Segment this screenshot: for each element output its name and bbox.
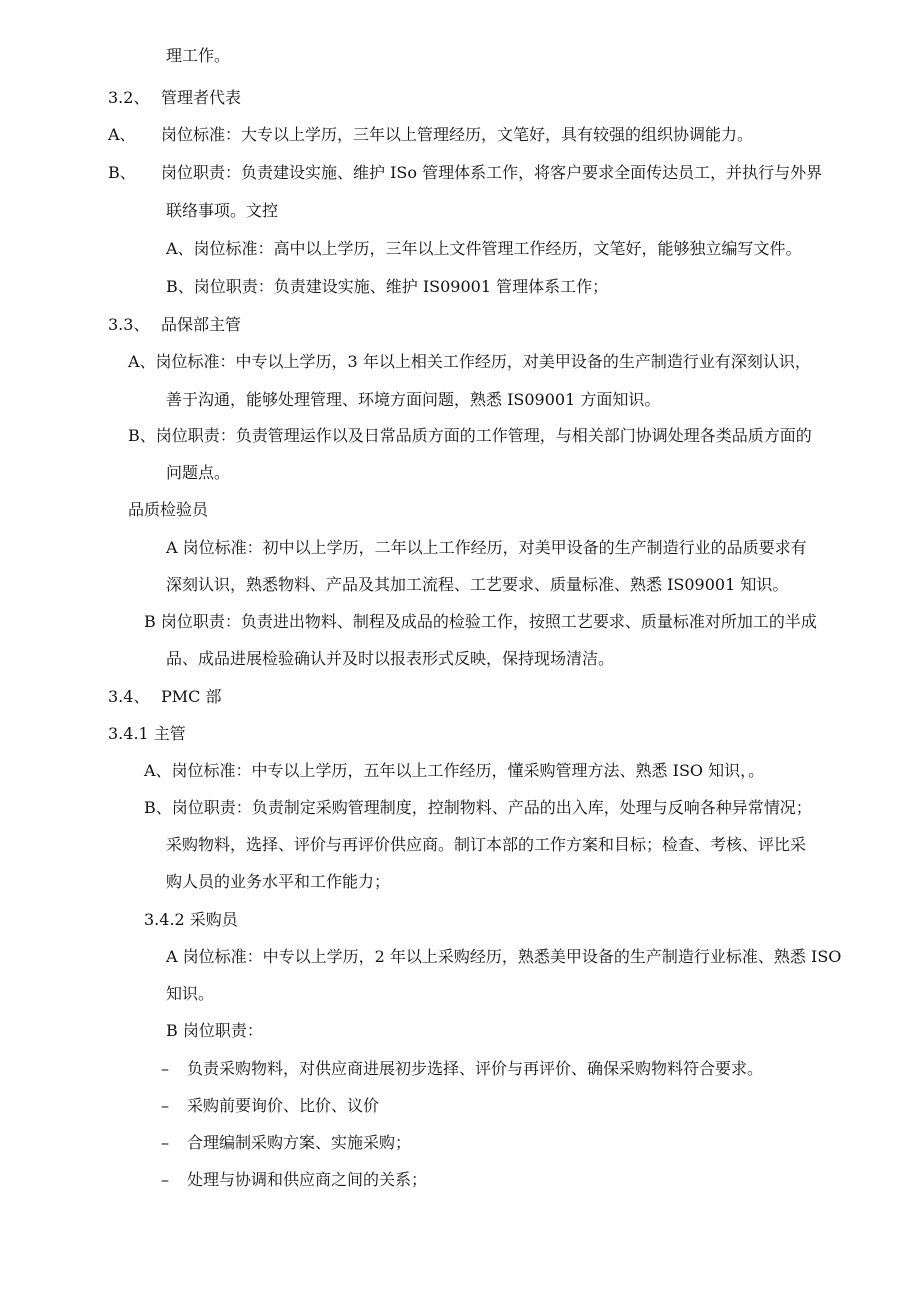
bullet-dash: – xyxy=(161,1133,169,1152)
text-line: 采购物料，选择、评价与再评价供应商。制订本部的工作方案和目标；检查、考核、评比采 xyxy=(166,835,807,854)
bullet-dash: – xyxy=(161,1170,169,1189)
text-line: 问题点。 xyxy=(166,463,231,482)
section-heading: PMC 部 xyxy=(161,687,222,706)
list-item: 负责采购物料，对供应商进展初步选择、评价与再评价、确保采购物料符合要求。 xyxy=(187,1059,764,1078)
list-item: 合理编制采购方案、实施采购； xyxy=(187,1133,412,1152)
text-line: 深刻认识，熟悉物料、产品及其加工流程、工艺要求、质量标准、熟悉 IS09001 知识。 xyxy=(166,575,789,594)
text-line: 理工作。 xyxy=(166,46,231,65)
text-line: 岗位标准：大专以上学历，三年以上管理经历，文笔好，具有较强的组织协调能力。 xyxy=(161,125,754,144)
section-heading: 品质检验员 xyxy=(128,500,209,519)
section-number: 3.4、 xyxy=(108,687,150,706)
list-item: 处理与协调和供应商之间的关系； xyxy=(187,1170,428,1189)
text-line: A 岗位标准：初中以上学历，二年以上工作经历，对美甲设备的生产制造行业的品质要求有 xyxy=(166,538,807,557)
text-line: 知识。 xyxy=(166,984,215,1003)
text-line: A 岗位标准：中专以上学历，2 年以上采购经历，熟悉美甲设备的生产制造行业标准、熟悉 ISO xyxy=(166,947,842,966)
text-line: B、岗位职责：负责建设实施、维护 IS09001 管理体系工作； xyxy=(166,277,609,296)
text-line: B、岗位职责：负责制定采购管理制度，控制物料、产品的出入库，处理与反响各种异常情况； xyxy=(144,798,812,817)
section-number: 3.3、 xyxy=(108,315,150,334)
subsection-heading: 3.4.1 主管 xyxy=(108,724,186,743)
bullet-dash: – xyxy=(161,1096,169,1115)
text-line: 品、成品进展检验确认并及时以报表形式反映，保持现场清洁。 xyxy=(166,649,615,668)
text-line: 善于沟通，能够处理管理、环境方面问题，熟悉 IS09001 方面知识。 xyxy=(166,390,661,409)
text-line: B 岗位职责： xyxy=(166,1021,263,1040)
section-heading: 品保部主管 xyxy=(161,315,242,334)
subsection-heading: 3.4.2 采购员 xyxy=(144,910,238,929)
text-line: 岗位职责：负责建设实施、维护 ISo 管理体系工作，将客户要求全面传达员工，并执行与外界 xyxy=(161,163,823,182)
text-line: A、岗位标准：高中以上学历，三年以上文件管理工作经历，文笔好，能够独立编写文件。 xyxy=(166,239,802,258)
bullet-dash: – xyxy=(161,1059,169,1078)
item-label: A、 xyxy=(108,125,136,144)
text-line: A、岗位标准：中专以上学历，3 年以上相关工作经历，对美甲设备的生产制造行业有深刻认识， xyxy=(128,352,811,371)
list-item: 采购前要询价、比价、议价 xyxy=(187,1096,380,1115)
text-line: B 岗位职责：负责进出物料、制程及成品的检验工作，按照工艺要求、质量标准对所加工的半成 xyxy=(144,612,817,631)
text-line: 联络事项。文控 xyxy=(166,201,279,220)
text-line: 购人员的业务水平和工作能力； xyxy=(166,872,391,891)
item-label: B、 xyxy=(108,163,136,182)
text-line: B、岗位职责：负责管理运作以及日常品质方面的工作管理，与相关部门协调处理各类品质方面的 xyxy=(128,426,812,445)
text-line: A、岗位标准：中专以上学历，五年以上工作经历，懂采购管理方法、熟悉 ISO 知识，。 xyxy=(144,761,765,780)
section-number: 3.2、 xyxy=(108,88,150,107)
section-heading: 管理者代表 xyxy=(161,88,242,107)
